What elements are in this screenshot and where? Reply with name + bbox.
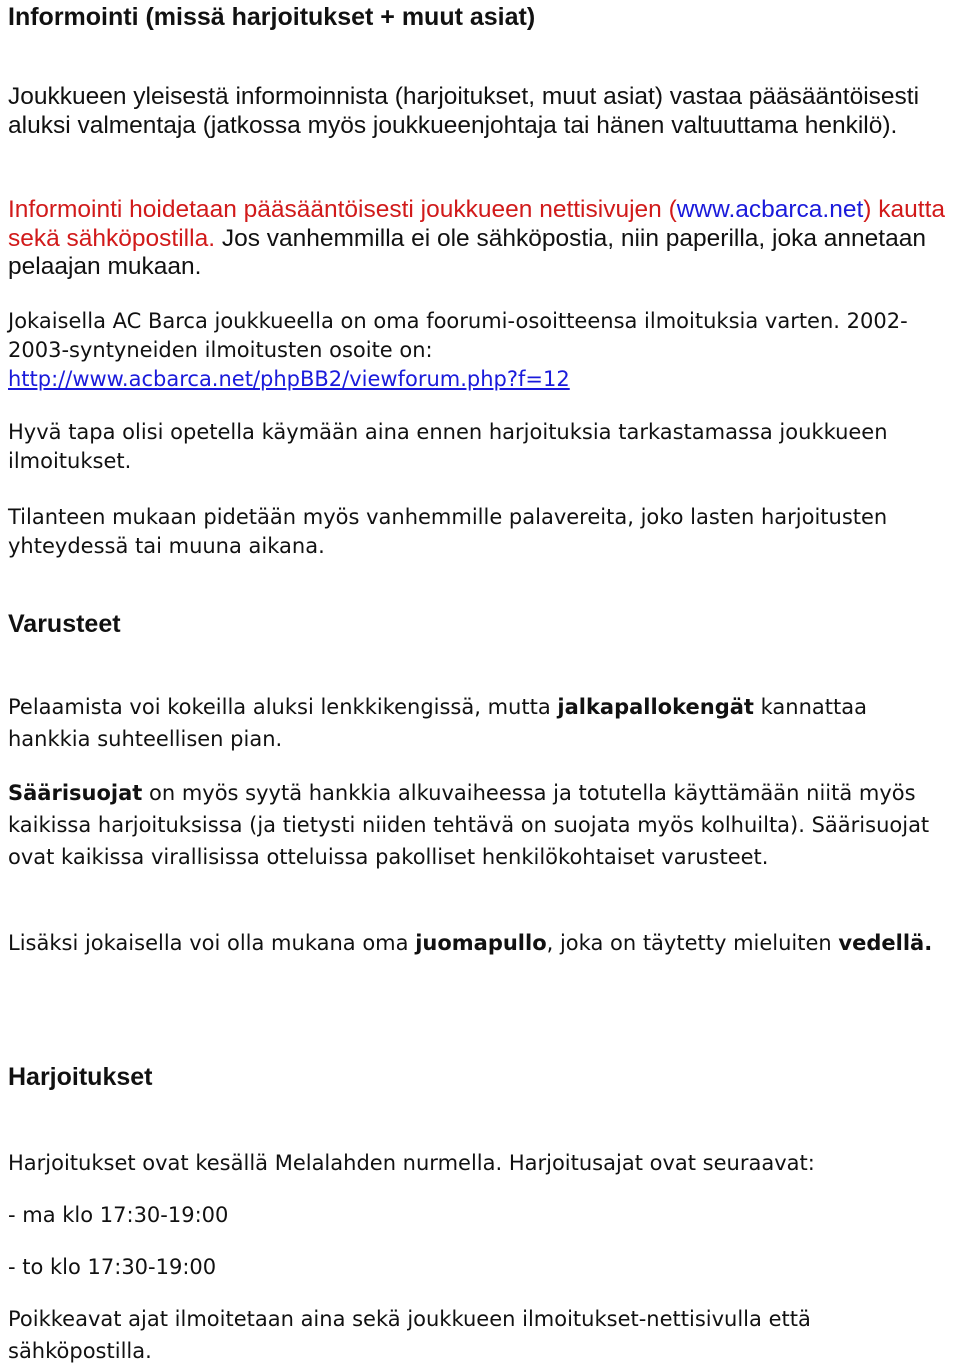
training-paragraph-2: Poikkeavat ajat ilmoitetaan aina sekä joukkueen ilmoitukset-nettisivulla että sähköpostilla. [8, 1307, 811, 1363]
info-paragraph-2 [8, 196, 953, 282]
water-text: vedellä. [838, 931, 933, 955]
equipment-text: Pelaamista voi kokeilla aluksi lenkkikengissä, mutta [8, 695, 558, 719]
forum-intro-text: Jokaisella AC Barca joukkueella on oma foorumi-osoitteensa ilmoituksia varten. 2002-2003-syntyneiden ilmoitusten osoite on: [8, 309, 908, 362]
info-paragraph-3 [8, 307, 953, 394]
section-heading-equipment: Varusteet [8, 610, 121, 638]
info-paragraph-4: Hyvä tapa olisi opetella käymään aina ennen harjoituksia tarkastamassa joukkueen ilmoitukset. [8, 420, 888, 473]
info-paragraph-1: Joukkueen yleisestä informoinnista (harjoitukset, muut asiat) vastaa pääsääntöisesti aluksi valmentaja (jatkossa myös joukkueenjohtaja tai hänen valtuuttama henkilö). [8, 83, 920, 139]
training-time-thursday: - to klo 17:30-19:00 [8, 1255, 217, 1279]
training-time-monday: - ma klo 17:30-19:00 [8, 1203, 229, 1227]
info-paragraph-2-rest: Jos vanhemmilla ei ole sähköpostia, niin paperilla, joka annetaan pelaajan mukaan. [8, 224, 926, 280]
equipment-text: kannattaa hankkia suhteellisen pian. [8, 695, 867, 751]
info-red-text-start: Informointi hoidetaan pääsääntöisesti joukkueen nettisivujen ( [8, 196, 677, 223]
equipment-text: , joka on täytetty mieluiten [546, 931, 839, 955]
shin-guards-text: Säärisuojat [8, 781, 143, 805]
equipment-text: Lisäksi jokaisella voi olla mukana oma [8, 931, 416, 955]
section-heading-training: Harjoitukset [8, 1063, 153, 1091]
equipment-paragraph-1 [8, 691, 953, 755]
equipment-paragraph-3 [8, 927, 953, 959]
equipment-paragraph-2 [8, 777, 953, 873]
water-bottle-text: juomapullo [415, 931, 547, 955]
section-heading-info: Informointi (missä harjoitukset + muut asiat) [8, 3, 536, 31]
info-red-text-end: ) kautta sekä sähköpostilla. [8, 196, 946, 252]
info-paragraph-5: Tilanteen mukaan pidetään myös vanhemmille palavereita, joko lasten harjoitusten yhteydessä tai muuna aikana. [8, 505, 888, 558]
training-paragraph-1: Harjoitukset ovat kesällä Melalahden nurmella. Harjoitusajat ovat seuraavat: [8, 1151, 815, 1175]
forum-link[interactable]: http://www.acbarca.net/phpBB2/viewforum.php?f=12 [8, 367, 570, 391]
equipment-text: on myös syytä hankkia alkuvaiheessa ja totutella käyttämään niitä myös kaikissa harjoituksissa (ja tietysti niiden tehtävä on suojata myös kolhuilta). Säärisuojat ovat kaikissa virallisissa otteluissa pakolliset henkilökohtaiset varusteet. [8, 781, 930, 869]
football-boots-text: jalkapallokengät [557, 695, 754, 719]
site-link[interactable]: www.acbarca.net [676, 196, 864, 223]
